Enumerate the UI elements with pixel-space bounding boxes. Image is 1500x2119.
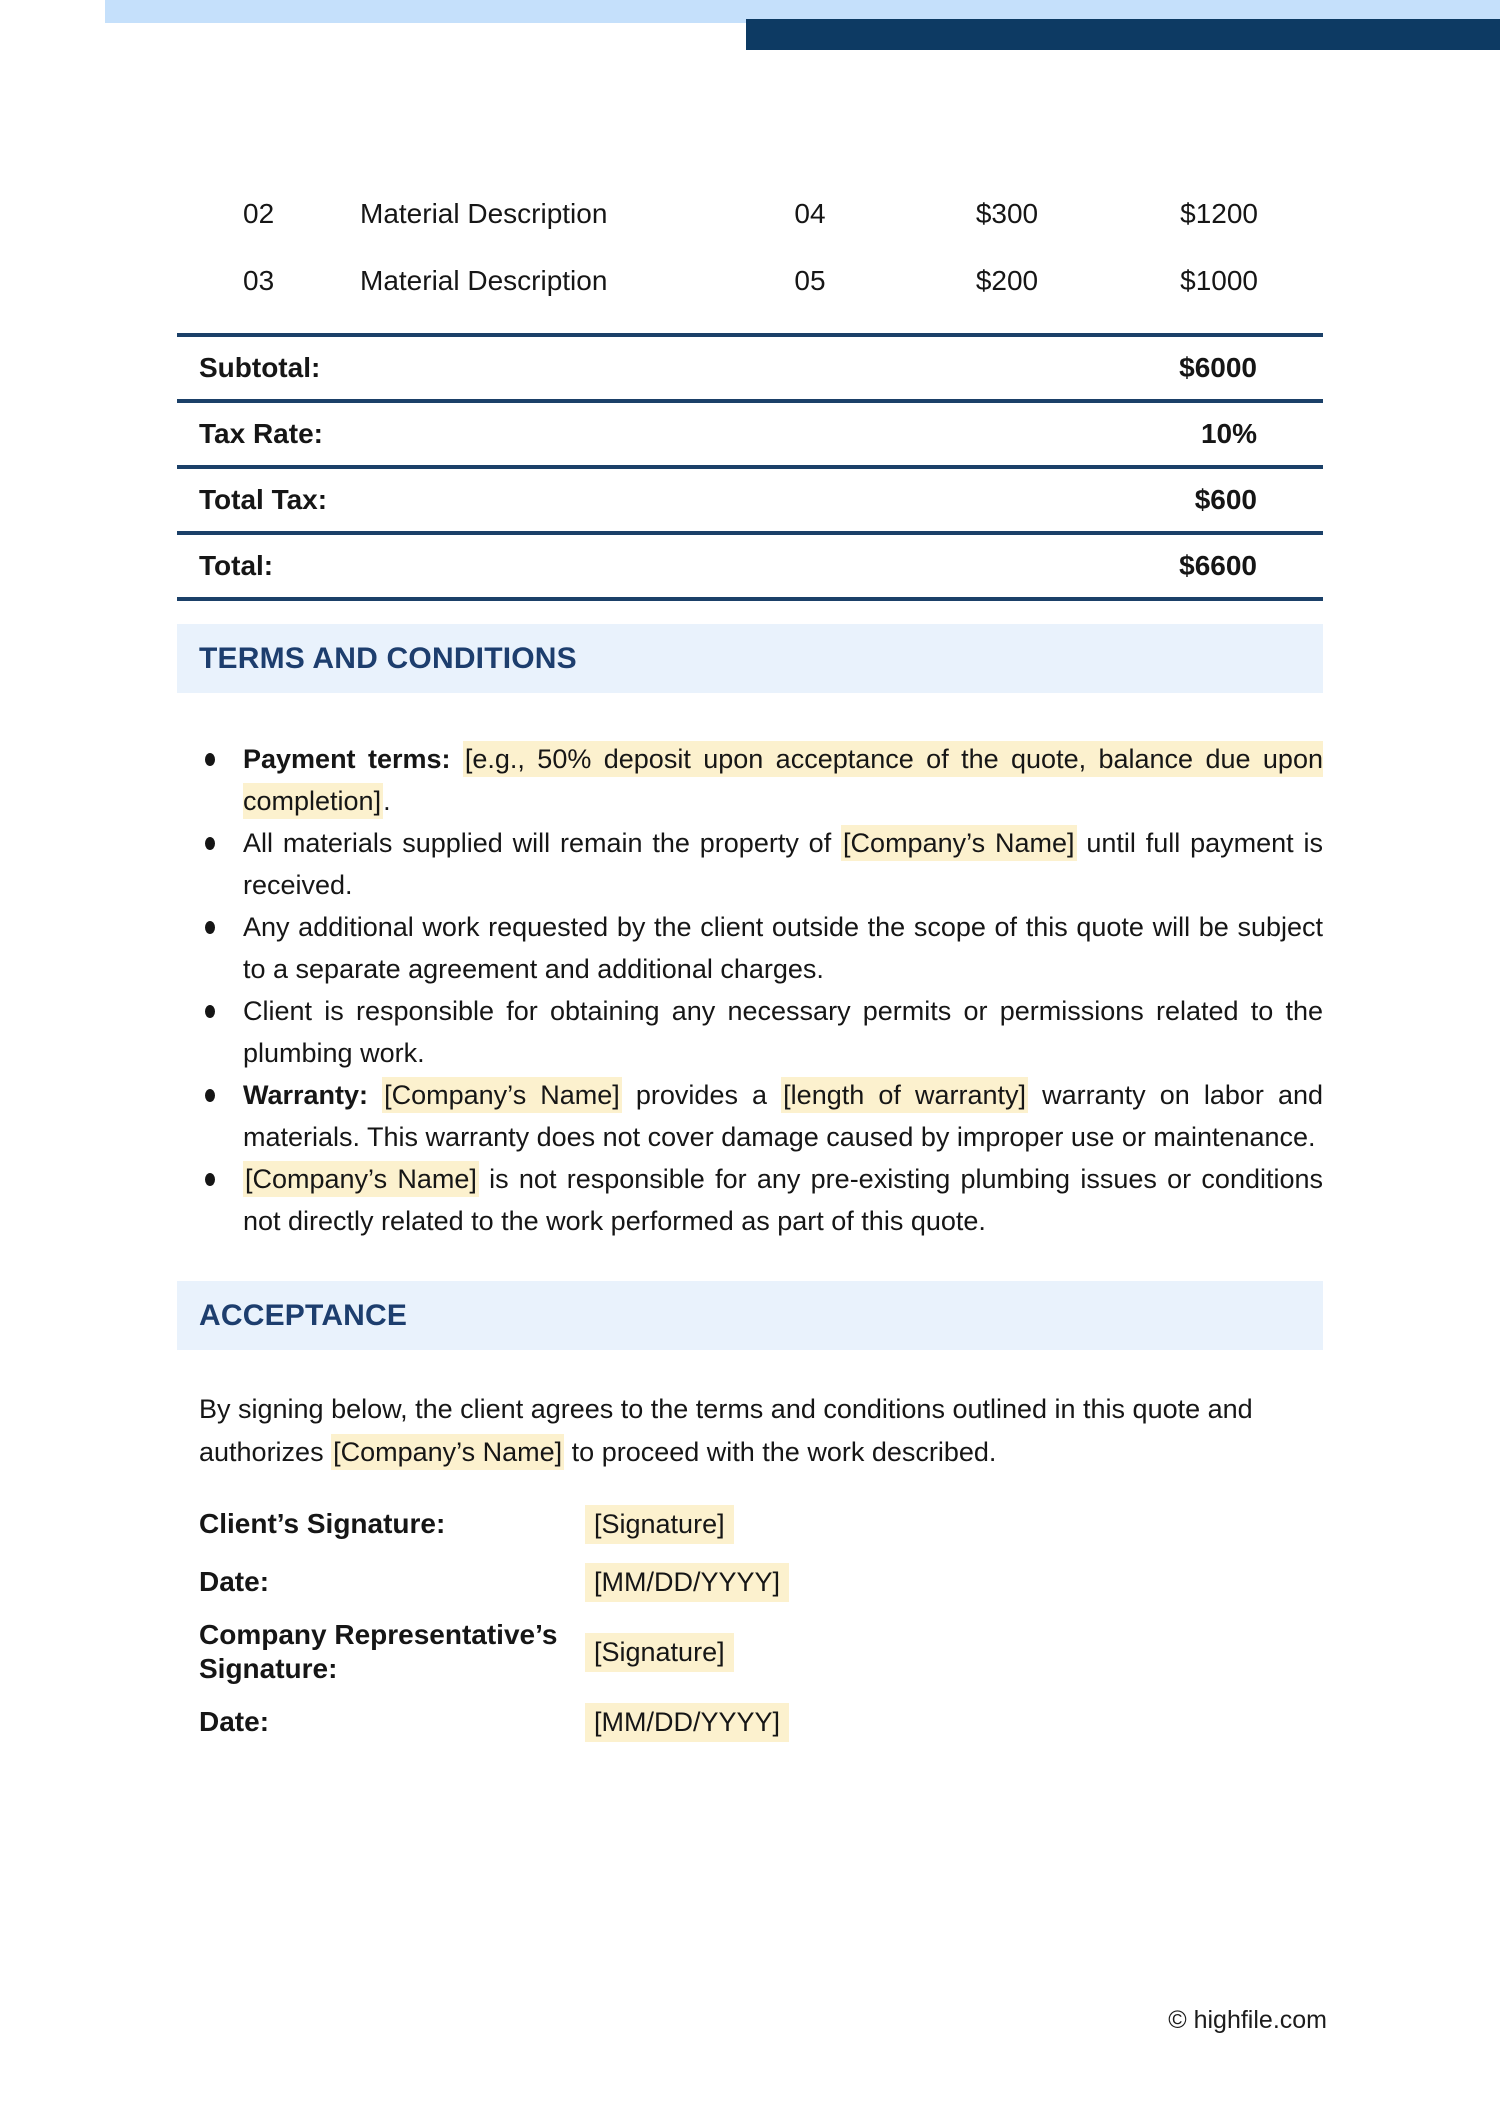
company-date-value <box>585 1703 1323 1742</box>
table-row <box>177 180 1323 247</box>
date-placeholder: [MM/DD/YYYY] <box>585 1563 789 1602</box>
tax-rate-value: 10% <box>1200 418 1257 449</box>
client-signature-label: Client’s Signature: <box>199 1508 446 1539</box>
item-amount: $1000 <box>1180 264 1258 296</box>
item-unit-price: $200 <box>975 264 1039 296</box>
company-representative-signature-value <box>585 1633 1323 1672</box>
total-tax-value: $600 <box>1194 484 1257 515</box>
company-date-label: Date: <box>199 1706 270 1737</box>
acceptance-text: to proceed with the work described. <box>564 1437 997 1467</box>
total-tax-label: Total Tax: <box>199 484 328 515</box>
signature-placeholder: [Signature] <box>585 1633 734 1672</box>
item-description: Material Description <box>360 197 608 229</box>
terms-bullet-warranty <box>177 1074 1323 1158</box>
company-date-row <box>177 1700 1323 1744</box>
placeholder-highlight: [Company’s Name] <box>841 825 1076 861</box>
item-number: 02 <box>243 197 275 229</box>
bullet-text: Client is responsible for obtaining any necessary permits or permissions related to the plumbing work. <box>243 996 1323 1068</box>
acceptance-section-title: ACCEPTANCE <box>199 1298 408 1332</box>
acceptance-paragraph <box>177 1388 1323 1474</box>
terms-bullet-payment <box>177 738 1323 822</box>
client-date-value <box>585 1563 1323 1602</box>
total-value: $6600 <box>1179 550 1257 581</box>
bullet-text: Any additional work requested by the client outside the scope of this quote will be subject to a separate agreement and additional charges. <box>243 912 1323 984</box>
item-description: Material Description <box>360 264 608 296</box>
item-unit-price: $300 <box>975 197 1039 229</box>
bullet-marker-icon <box>205 1173 215 1186</box>
client-signature-value <box>585 1505 1323 1544</box>
table-row <box>177 247 1323 314</box>
placeholder-highlight: [e.g., 50% deposit upon acceptance of the quote, balance due upon completion] <box>243 741 1323 819</box>
terms-bullet-materials <box>177 822 1323 906</box>
bullet-marker-icon <box>205 1005 215 1018</box>
item-number: 03 <box>243 264 275 296</box>
terms-bullet-additional-work <box>177 906 1323 990</box>
item-quantity: 05 <box>794 264 826 296</box>
subtotal-row <box>177 333 1323 399</box>
bullet-marker-icon <box>205 1089 215 1102</box>
client-date-row <box>177 1560 1323 1604</box>
bullet-bold-lead: Payment terms: <box>243 744 463 774</box>
item-quantity: 04 <box>794 197 826 229</box>
client-date-label: Date: <box>199 1566 270 1597</box>
bullet-text: warranty on labor and materials. This warranty does not cover damage caused by improper use or maintenance. <box>243 1080 1324 1152</box>
bullet-bold-lead: Warranty: <box>243 1080 383 1110</box>
subtotal-label: Subtotal: <box>199 352 321 383</box>
company-representative-signature-row <box>177 1618 1323 1686</box>
terms-bullet-preexisting <box>177 1158 1323 1242</box>
tax-rate-label: Tax Rate: <box>199 418 323 449</box>
terms-bullet-permits <box>177 990 1323 1074</box>
materials-table <box>177 180 1323 314</box>
terms-section-title: TERMS AND CONDITIONS <box>199 641 577 675</box>
bullet-text: until full payment is received. <box>243 828 1324 900</box>
date-placeholder: [MM/DD/YYYY] <box>585 1703 789 1742</box>
tax-rate-row <box>177 399 1323 465</box>
company-representative-signature-label: Company Representative’s Signature: <box>199 1619 558 1684</box>
client-signature-row <box>177 1502 1323 1546</box>
bullet-text: provides a <box>621 1080 782 1110</box>
document-content <box>177 0 1323 1758</box>
bullet-text: All materials supplied will remain the property of <box>243 828 842 858</box>
placeholder-highlight: [length of warranty] <box>781 1077 1028 1113</box>
terms-section-header <box>177 624 1323 693</box>
acceptance-text: By signing below, the client agrees to the terms and conditions outlined in this quote and authorizes <box>199 1394 1253 1467</box>
total-row <box>177 531 1323 597</box>
total-tax-row <box>177 465 1323 531</box>
copyright-footer: © highfile.com <box>1168 2006 1327 2034</box>
item-amount: $1200 <box>1180 197 1258 229</box>
placeholder-highlight: [Company’s Name] <box>243 1161 479 1197</box>
total-label: Total: <box>199 550 274 581</box>
subtotal-value: $6000 <box>1179 352 1257 383</box>
bullet-marker-icon <box>205 837 215 850</box>
placeholder-highlight: [Company’s Name] <box>382 1077 622 1113</box>
placeholder-highlight: [Company’s Name] <box>331 1434 564 1470</box>
bullet-text: . <box>383 786 391 816</box>
terms-list <box>177 738 1323 1242</box>
totals-table <box>177 333 1323 601</box>
bullet-text: is not responsible for any pre-existing plumbing issues or conditions not directly related to the work performed as part of this quote. <box>243 1164 1324 1236</box>
acceptance-section-header <box>177 1281 1323 1350</box>
bullet-marker-icon <box>205 753 215 766</box>
signature-block <box>177 1502 1323 1744</box>
signature-placeholder: [Signature] <box>585 1505 734 1544</box>
bullet-marker-icon <box>205 921 215 934</box>
